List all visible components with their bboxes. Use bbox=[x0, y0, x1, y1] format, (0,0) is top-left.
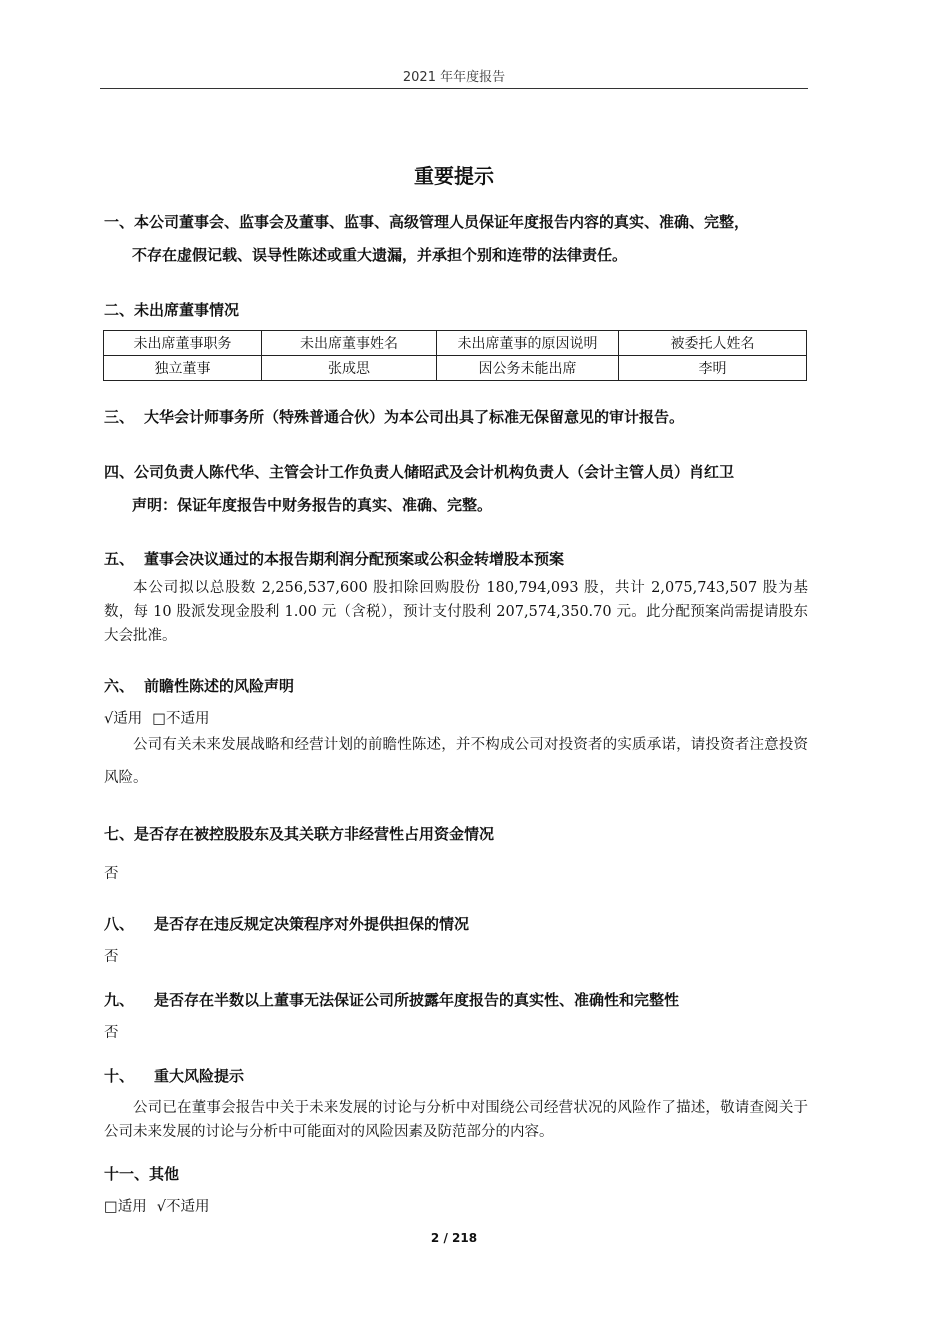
not-applicable-option: □不适用 bbox=[152, 711, 210, 727]
section-9-answer: 否 bbox=[104, 1025, 119, 1041]
absent-directors-table bbox=[103, 330, 807, 381]
section-3-heading bbox=[104, 406, 684, 427]
section-number: 六、 bbox=[104, 677, 135, 695]
table-cell: 李明 bbox=[619, 356, 807, 381]
table-cell: 因公务未能出席 bbox=[437, 356, 619, 381]
table-header-cell: 未出席董事职务 bbox=[104, 331, 262, 356]
section-9-title: 是否存在半数以上董事无法保证公司所披露年度报告的真实性、准确性和完整性 bbox=[154, 991, 680, 1009]
section-number: 五、 bbox=[104, 550, 135, 568]
applicable-option: √适用 bbox=[104, 711, 143, 727]
table-cell: 张成思 bbox=[262, 356, 437, 381]
section-4-line-1: 四、公司负责人陈代华、主管会计工作负责人储昭武及会计机构负责人（会计主管人员）肖红卫 bbox=[104, 463, 735, 481]
section-5-body: 本公司拟以总股数 2,256,537,600 股扣除回购股份 180,794,093 股，共计 2,075,743,507 股为基数，每 10 股派发现金股利 1.00 元（含税），预计支付股利 207,574,350.70 元。此分配预案尚需提请股东大会批准。 bbox=[104, 580, 808, 644]
section-number: 八、 bbox=[104, 915, 135, 933]
header-divider bbox=[100, 88, 808, 89]
table-header-cell: 未出席董事的原因说明 bbox=[437, 331, 619, 356]
table-cell: 独立董事 bbox=[104, 356, 262, 381]
section-8-title: 是否存在违反规定决策程序对外提供担保的情况 bbox=[154, 915, 470, 933]
table-header-cell: 未出席董事姓名 bbox=[262, 331, 437, 356]
not-applicable-option: √不适用 bbox=[156, 1199, 210, 1215]
section-number: 十、 bbox=[104, 1067, 135, 1085]
table-header-row bbox=[104, 331, 807, 356]
section-10-heading bbox=[104, 1065, 244, 1086]
section-6-heading bbox=[104, 675, 294, 696]
section-8-answer: 否 bbox=[104, 949, 119, 965]
section-4-line-2: 声明：保证年度报告中财务报告的真实、准确、完整。 bbox=[132, 496, 493, 514]
section-11-options bbox=[104, 1195, 219, 1216]
page-number: 2 / 218 bbox=[430, 1231, 478, 1245]
section-10-title: 重大风险提示 bbox=[154, 1067, 245, 1085]
section-8-heading bbox=[104, 913, 469, 934]
section-10-body: 公司已在董事会报告中关于未来发展的讨论与分析中对围绕公司经营状况的风险作了描述，敬请查阅关于公司未来发展的讨论与分析中可能面对的风险因素及防范部分的内容。 bbox=[104, 1100, 808, 1140]
section-7-heading: 七、是否存在被控股股东及其关联方非经营性占用资金情况 bbox=[104, 825, 495, 843]
section-5-title: 董事会决议通过的本报告期利润分配预案或公积金转增股本预案 bbox=[144, 550, 565, 568]
section-number: 三、 bbox=[104, 408, 135, 426]
section-2-heading: 二、未出席董事情况 bbox=[104, 301, 240, 319]
applicable-option: □适用 bbox=[104, 1199, 147, 1215]
section-5-heading bbox=[104, 548, 564, 569]
section-6-body: 公司有关未来发展战略和经营计划的前瞻性陈述，并不构成公司对投资者的实质承诺，请投资者注意投资风险。 bbox=[104, 737, 808, 786]
section-number: 九、 bbox=[104, 991, 135, 1009]
section-1-line-2: 不存在虚假记载、误导性陈述或重大遗漏，并承担个别和连带的法律责任。 bbox=[132, 246, 628, 264]
section-1-line-1: 一、本公司董事会、监事会及董事、监事、高级管理人员保证年度报告内容的真实、准确、完整， bbox=[104, 213, 750, 231]
page-title: 重要提示 bbox=[414, 164, 494, 188]
table-row bbox=[104, 356, 807, 381]
section-6-options bbox=[104, 707, 219, 728]
section-9-heading bbox=[104, 989, 679, 1010]
running-header: 2021 年年度报告 bbox=[402, 70, 506, 85]
section-11-heading: 十一、其他 bbox=[104, 1165, 180, 1183]
section-3-text: 大华会计师事务所（特殊普通合伙）为本公司出具了标准无保留意见的审计报告。 bbox=[144, 408, 685, 426]
section-7-answer: 否 bbox=[104, 866, 119, 882]
table-header-cell: 被委托人姓名 bbox=[619, 331, 807, 356]
section-6-title: 前瞻性陈述的风险声明 bbox=[144, 677, 295, 695]
